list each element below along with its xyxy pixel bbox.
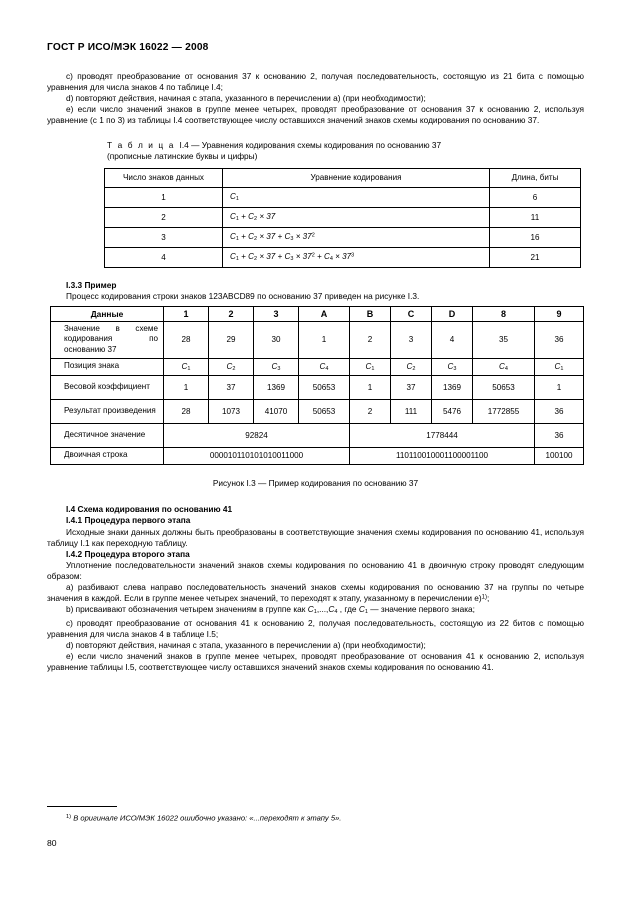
table-row [105, 247, 581, 267]
cell-value: 1 [299, 321, 350, 358]
cell-value: 29 [209, 321, 254, 358]
paragraph-item-c: c) проводят преобразование от основания 37 к основанию 2, получая последовательность, состоящую из 21 бита с помощью уравнения для числа знаков 4 по таблице I.4; [47, 71, 584, 92]
heading-i41: I.4.1 Процедура первого этапа [66, 515, 191, 526]
paragraph-i4-item-e: e) если число значений знаков в группе менее четырех, проводят преобразование от основания 41 к основанию 2, используя уравнение таблицы I.5, соответствующее числу оставшихся значений знаков схемы кодирования по основанию 41. [47, 651, 584, 673]
paragraph-i4-item-a [47, 582, 584, 605]
cell-weight: 1 [350, 375, 391, 399]
cell-length: 16 [490, 227, 581, 247]
i4-item-b-text: b) присваивают обозначения четырем значениям в группе как $C_1,...,C_4$ , где $C_1$ — значение первого знака; [66, 604, 475, 616]
row-label-position: Позиция знака [51, 358, 164, 375]
col-header-char: 9 [535, 306, 584, 321]
row-label-decimal: Десятичное значение [51, 423, 164, 447]
cell-binary: 100100 [535, 447, 584, 464]
cell-weight: 37 [209, 375, 254, 399]
cell-equation: $C_1 + C_2 \times 37 + C_3 \times 37^2 + C_4 \times 37^3$ [223, 247, 490, 267]
heading-i4: I.4 Схема кодирования по основанию 41 [66, 503, 233, 514]
cell-product: 41070 [254, 399, 299, 423]
col-header-char: C [391, 306, 432, 321]
cell-weight: 50653 [473, 375, 535, 399]
cell-decimal: 1778444 [350, 423, 535, 447]
cell-weight: 1369 [254, 375, 299, 399]
col-header-equation: Уравнение кодирования [223, 168, 490, 187]
cell-position: $C_1$ [535, 358, 584, 375]
cell-value: 3 [391, 321, 432, 358]
cell-position: $C_4$ [473, 358, 535, 375]
col-header-data-count: Число знаков данных [105, 168, 223, 187]
row-label-weight: Весовой коэффициент [51, 375, 164, 399]
cell-value: 28 [164, 321, 209, 358]
paragraph-item-d: d) повторяют действия, начиная с этапа, указанного в перечислении a) (при необходимости); [66, 92, 426, 103]
cell-data-count: 2 [105, 207, 223, 227]
cell-weight: 50653 [299, 375, 350, 399]
cell-equation: $C_1 + C_2 \times 37 + C_3 \times 37^2$ [223, 227, 490, 247]
row-label-binary: Двоичная строка [51, 447, 164, 464]
cell-value: 36 [535, 321, 584, 358]
table-row-decimal [51, 423, 584, 447]
table-14-caption-text: — Уравнения кодирования схемы кодирования по основанию 37 [191, 139, 442, 150]
table-row [105, 187, 581, 207]
table-14-caption-line2: (прописные латинские буквы и цифры) [107, 150, 258, 161]
table-encoding-equations-base37 [104, 168, 581, 268]
footnote-text [47, 812, 584, 824]
cell-binary: 110110010001100001100 [350, 447, 535, 464]
paragraph-i33: Процесс кодирования строки знаков 123ABCD89 по основанию 37 приведен на рисунке I.3. [66, 290, 420, 301]
cell-position: $C_1$ [350, 358, 391, 375]
paragraph-i4-item-c: c) проводят преобразование от основания 41 к основанию 2, получая последовательность, состоящую из 22 битов с помощью уравнения для числа знаков 4 в таблице I.5; [47, 618, 584, 640]
table-14-caption [47, 140, 584, 162]
paragraph-i4-item-d: d) повторяют действия, начиная с этапа, указанного в перечислении a) (при необходимости); [66, 640, 426, 651]
footnote-area [47, 806, 584, 824]
col-header-char: 2 [209, 306, 254, 321]
paragraph-item-e: e) если число значений знаков в группе менее четырех, проводят преобразование от основания 37 к основанию 2, используя уравнение (с 1 по 3) из таблицы I.4 соответствующее числу оставшихся значений знаков схемы кодирования по основанию 37. [47, 103, 584, 125]
col-header-char: D [432, 306, 473, 321]
table-row-binary [51, 447, 584, 464]
table-example-base37-encoding [50, 306, 584, 465]
cell-position: $C_4$ [299, 358, 350, 375]
footnote-rule [47, 806, 117, 807]
cell-binary: 000010110101010011000 [164, 447, 350, 464]
cell-product: 2 [350, 399, 391, 423]
cell-product: 111 [391, 399, 432, 423]
col-header-char: 8 [473, 306, 535, 321]
cell-position: $C_2$ [209, 358, 254, 375]
table-14-caption-label: Т а б л и ц а [107, 139, 175, 150]
col-header-char: 3 [254, 306, 299, 321]
table-row-header [105, 168, 581, 187]
col-header-char: B [350, 306, 391, 321]
cell-position: $C_2$ [391, 358, 432, 375]
paragraph-i41: Исходные знаки данных должны быть преобразованы в соответствующие значения схемы кодирования по основанию 41, используя таблицу I.1 как переходную таблицу. [47, 526, 584, 548]
cell-weight: 1 [535, 375, 584, 399]
col-header-char: 1 [164, 306, 209, 321]
cell-data-count: 4 [105, 247, 223, 267]
cell-value: 30 [254, 321, 299, 358]
cell-value: 4 [432, 321, 473, 358]
heading-i33: I.3.3 Пример [66, 279, 117, 290]
table-row-product [51, 399, 584, 423]
cell-data-count: 3 [105, 227, 223, 247]
footnote-body: В оригинале ИСО/МЭК 16022 ошибочно указано: «...переходят к этапу 5». [73, 813, 342, 823]
table-row-header [51, 306, 584, 321]
cell-length: 11 [490, 207, 581, 227]
cell-data-count: 1 [105, 187, 223, 207]
table-row-position [51, 358, 584, 375]
cell-product: 36 [535, 399, 584, 423]
footnote-marker: 1) [66, 814, 72, 820]
i4-item-a-text: a) разбивают слева направо последовательность значений знаков схемы кодирования по основанию 37 на группы по четыре значения в каждой. Если в группе менее четырех значений, то переходят к этапу, указанному в перечислении e)$^{1)}$; [47, 581, 584, 604]
table-row [105, 207, 581, 227]
row-label-value: Значение в схеме кодирования по основанию 37 [51, 321, 164, 358]
row-label-product: Результат произведения [51, 399, 164, 423]
table-row [105, 227, 581, 247]
cell-product: 28 [164, 399, 209, 423]
cell-equation: $C_1 + C_2 \times 37$ [223, 207, 490, 227]
cell-length: 21 [490, 247, 581, 267]
paragraph-i42: Уплотнение последовательности значений знаков схемы кодирования по основанию 41 в двоичную строку проводят следующим образом: [47, 559, 584, 581]
cell-value: 35 [473, 321, 535, 358]
cell-decimal: 36 [535, 423, 584, 447]
document-header: ГОСТ Р ИСО/МЭК 16022 — 2008 [47, 42, 209, 53]
cell-product: 5476 [432, 399, 473, 423]
cell-value: 2 [350, 321, 391, 358]
cell-product: 1073 [209, 399, 254, 423]
cell-weight: 1369 [432, 375, 473, 399]
cell-position: $C_3$ [432, 358, 473, 375]
table-row-value [51, 321, 584, 358]
table-row-weight [51, 375, 584, 399]
page-content [47, 42, 584, 673]
page-number: 80 [47, 838, 57, 848]
table-14-caption-number: I.4 [179, 139, 189, 150]
col-header-char: A [299, 306, 350, 321]
cell-product: 50653 [299, 399, 350, 423]
cell-length: 6 [490, 187, 581, 207]
cell-position: $C_1$ [164, 358, 209, 375]
cell-product: 1772855 [473, 399, 535, 423]
heading-i42: I.4.2 Процедура второго этапа [66, 548, 190, 559]
cell-equation: $C_1$ [223, 187, 490, 207]
paragraph-i4-item-b [47, 604, 584, 618]
cell-weight: 37 [391, 375, 432, 399]
cell-position: $C_3$ [254, 358, 299, 375]
cell-decimal: 92824 [164, 423, 350, 447]
col-header-length: Длина, биты [490, 168, 581, 187]
col-header-data: Данные [51, 306, 164, 321]
figure-caption: Рисунок I.3 — Пример кодирования по основанию 37 [212, 477, 419, 488]
cell-weight: 1 [164, 375, 209, 399]
